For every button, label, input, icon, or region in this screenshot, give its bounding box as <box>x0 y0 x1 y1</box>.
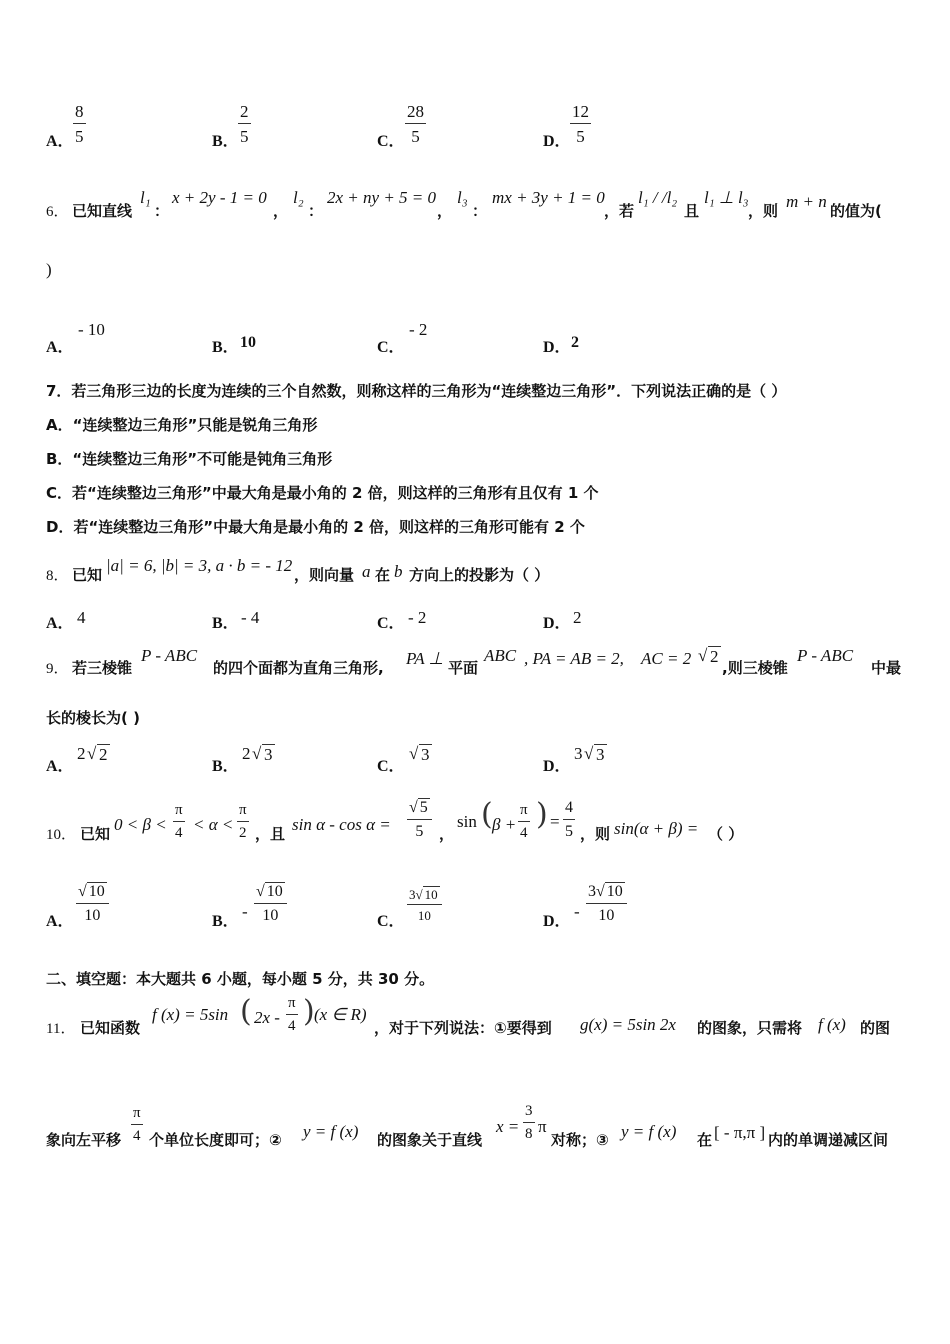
q10-option-b-sign: - <box>242 902 248 921</box>
q8-option-c-label: C． <box>377 615 405 632</box>
q9-sqrt-radicand: 2 <box>710 647 719 666</box>
q8-option-d-value: 2 <box>573 608 582 627</box>
q11-text-2: ，对于下列说法：①要得到 <box>374 1019 552 1037</box>
q7-option-a: A．“连续整边三角形”只能是锐角三角形 <box>46 416 318 434</box>
q9-condition-1: , PA = AB = 2, <box>524 649 624 668</box>
q7-option-d: D．若“连续整边三角形”中最大角是最小角的 2 倍，则这样的三角形可能有 2 个 <box>46 518 585 536</box>
q11-text-1: 已知函数 <box>80 1019 141 1037</box>
q10-option-a-fraction: $\frac{√ 10}{10}$ <box>76 884 109 924</box>
q10-option-c-coef: 3 <box>409 887 416 902</box>
q6-comma-2: ， <box>437 202 453 220</box>
q10-inequality-2: < α < <box>193 815 234 834</box>
q11-f-def: f (x) = 5sin <box>152 1005 229 1024</box>
q6-text-4: ，则 <box>748 202 779 220</box>
option-c-label: C． <box>377 133 405 150</box>
q10-beta-plus: β + <box>492 815 517 834</box>
q6-text-2: ，若 <box>604 202 635 220</box>
q11-pi-over-4-shift: $\frac{\pi}{4}$ <box>133 1105 141 1144</box>
q10-option-d-sqrt: √ <box>596 883 605 900</box>
q8-option-a-label: A． <box>46 615 74 632</box>
q8-condition: |a| = 6, |b| = 3, a · b = - 12 <box>106 556 293 575</box>
q9-option-a-coef: 2 <box>77 744 86 763</box>
q9-option-c-label: C． <box>377 758 405 775</box>
q11-text-9: 在 <box>697 1131 713 1149</box>
q11-y-fx: y = f (x) <box>303 1122 359 1141</box>
q6-text-1: 已知直线 <box>72 202 133 220</box>
q8-option-c-value: - 2 <box>408 608 427 627</box>
q9-option-d-sqrt: √ <box>584 744 594 763</box>
q9-sqrt-sign: √ <box>698 646 708 665</box>
q11-interval: [ - π,π ] <box>714 1123 766 1142</box>
q9-option-a-sqrt: √ <box>87 744 97 763</box>
q6-eq3: mx + 3y + 1 = 0 <box>492 188 605 207</box>
q10-option-d-fraction: $\frac{3√ 10}{10}$ <box>586 884 627 924</box>
q6-option-b-label: B． <box>212 339 239 356</box>
q6-option-d-label: D． <box>543 339 571 356</box>
q11-inner: 2x - <box>254 1008 280 1027</box>
q6-l1: l₁ <box>140 188 151 207</box>
q8-option-d-label: D． <box>543 615 571 632</box>
q9-number: 9． <box>46 661 69 677</box>
q10-option-b-sqrt: √ <box>256 883 265 900</box>
q10-equals: = <box>550 812 560 831</box>
q10-option-b-label: B． <box>212 913 239 930</box>
q7-stem: 7．若三角形三边的长度为连续的三个自然数，则称这样的三角形为“连续整边三角形”．下列说法正确的是（ ） <box>46 382 787 400</box>
q11-right-paren: ) <box>303 994 315 1029</box>
q10-option-c-sqrt: √ <box>415 887 423 902</box>
option-c-fraction: $\frac{28}{5}$ <box>407 102 424 146</box>
q10-pi-over-4: $\frac{\pi}{4}$ <box>175 802 183 841</box>
option-a-label: A． <box>46 133 74 150</box>
q8-text-1: 已知 <box>72 566 103 584</box>
q8-vector-b: b <box>394 562 403 581</box>
q10-option-b-fraction: $\frac{√ 10}{10}$ <box>254 884 287 924</box>
q6-text-5: 的值为( <box>830 202 882 220</box>
q8-option-b-value: - 4 <box>241 608 260 627</box>
q6-colon-3: ： <box>472 202 488 220</box>
q6-l2: l₂ <box>293 188 304 207</box>
q10-sin-label: sin <box>457 812 477 831</box>
q6-close-paren: ) <box>46 260 52 279</box>
q8-text-2: ，则向量 <box>294 566 355 584</box>
q10-text-2: ，且 <box>255 825 286 843</box>
q10-sin-minus-cos: sin α - cos α = <box>292 815 391 834</box>
q6-parallel: l₁ / /l₂ <box>638 188 678 207</box>
q7-option-c: C．若“连续整边三角形”中最大角是最小角的 2 倍，则这样的三角形有且仅有 1 个 <box>46 484 599 502</box>
q9-option-a-radicand: 2 <box>99 745 108 764</box>
q10-target: sin(α + β) = <box>614 819 699 838</box>
q10-comma: ， <box>439 825 455 843</box>
q9-text-3: 平面 <box>448 659 479 677</box>
q10-right-paren: ) <box>536 797 548 832</box>
q6-eq1: x + 2y - 1 = 0 <box>172 188 267 207</box>
q10-number: 10． <box>46 827 77 843</box>
q10-option-c-fraction: $\frac{3√ 10}{10}$ <box>407 888 442 922</box>
q6-eq2: 2x + ny + 5 = 0 <box>327 188 437 207</box>
q9-text-5: 中最 <box>871 659 902 677</box>
q8-number: 8． <box>46 568 69 584</box>
q6-option-c-value: - 2 <box>409 320 428 339</box>
q11-left-paren: ( <box>240 994 252 1029</box>
q11-g-def: g(x) = 5sin 2x <box>580 1015 676 1034</box>
q10-blank: （ ） <box>708 825 744 843</box>
q9-line-2: 长的棱长为( ) <box>46 709 140 727</box>
q9-text-4: ,则三棱锥 <box>722 659 788 677</box>
q9-option-a-label: A． <box>46 758 74 775</box>
q6-colon-2: ： <box>308 202 324 220</box>
q6-option-a-value: - 10 <box>78 320 105 339</box>
option-b-label: B． <box>212 133 239 150</box>
q10-sqrt5-sign: √ <box>409 799 418 816</box>
q10-option-d-sign: - <box>574 902 580 921</box>
q6-number: 6． <box>46 204 69 220</box>
q9-option-c-sqrt: √ <box>409 744 419 763</box>
q11-text-8: 对称；③ <box>551 1131 609 1149</box>
q11-text-10: 内的单调递减区间 <box>768 1131 889 1149</box>
q6-l3: l₃ <box>457 188 468 207</box>
q6-m-plus-n: m + n <box>786 192 827 211</box>
q6-perp: l₁ ⊥ l₃ <box>704 188 749 207</box>
option-d-fraction: $\frac{12}{5}$ <box>572 102 589 146</box>
q8-text-4: 方向上的投影为（ ） <box>409 566 550 584</box>
option-d-label: D． <box>543 133 571 150</box>
q11-x-equals: x = <box>496 1117 520 1136</box>
q11-text-3: 的图象，只需将 <box>697 1019 803 1037</box>
q11-text-4: 的图 <box>860 1019 891 1037</box>
q11-pi-factor: π <box>538 1117 547 1136</box>
q11-pi-over-4: $\frac{\pi}{4}$ <box>288 995 296 1034</box>
q11-text-5: 象向左平移 <box>46 1131 122 1149</box>
q6-option-b-value: 10 <box>240 334 256 351</box>
q10-text-3: ，则 <box>580 825 611 843</box>
q11-three-eighths: $\frac{3}{8}$ <box>525 1103 533 1142</box>
q9-pabc: P - ABC <box>141 646 198 665</box>
option-b-fraction: $\frac{2}{5}$ <box>240 102 249 146</box>
q11-text-6: 个单位长度即可；② <box>149 1131 282 1149</box>
q6-option-a-label: A． <box>46 339 74 356</box>
q9-option-c-radicand: 3 <box>421 745 430 764</box>
q8-option-b-label: B． <box>212 615 239 632</box>
q11-text-7: 的图象关于直线 <box>377 1131 483 1149</box>
q11-fx: f (x) <box>818 1015 846 1034</box>
q7-option-b: B．“连续整边三角形”不可能是钝角三角形 <box>46 450 333 468</box>
q9-option-b-label: B． <box>212 758 239 775</box>
q10-text-1: 已知 <box>80 825 111 843</box>
q10-option-c-label: C． <box>377 913 405 930</box>
q11-number: 11． <box>46 1021 76 1037</box>
q8-option-a-value: 4 <box>77 608 86 627</box>
q10-four-fifths: $\frac{4}{5}$ <box>565 799 573 840</box>
q9-abc: ABC <box>484 646 517 665</box>
q10-option-d-coef: 3 <box>588 883 596 900</box>
q11-y-fx-2: y = f (x) <box>621 1122 677 1141</box>
q6-colon-1: ： <box>154 202 170 220</box>
q10-pi-over-4-b: $\frac{\pi}{4}$ <box>520 802 528 841</box>
section-2-heading: 二、填空题：本大题共 6 小题，每小题 5 分，共 30 分。 <box>46 970 435 988</box>
q10-option-a-label: A． <box>46 913 74 930</box>
q9-text-1: 若三棱锥 <box>72 659 133 677</box>
q8-vector-a: a <box>362 562 371 581</box>
q9-pa-perp: PA ⊥ <box>406 649 444 668</box>
q8-text-3: 在 <box>375 566 391 584</box>
option-a-fraction: $\frac{8}{5}$ <box>75 102 84 146</box>
q9-option-d-label: D． <box>543 758 571 775</box>
q9-option-b-coef: 2 <box>242 744 251 763</box>
q9-option-b-sqrt: √ <box>252 744 262 763</box>
q11-domain: (x ∈ R) <box>314 1005 367 1024</box>
q10-option-a-sqrt: √ <box>78 883 87 900</box>
q10-inequality-1: 0 < β < <box>114 815 167 834</box>
q10-sqrt5-over-5: $\frac{√ 5}{5}$ <box>407 800 432 840</box>
q10-option-d-label: D． <box>543 913 571 930</box>
q9-condition-2: AC = 2 <box>641 649 692 668</box>
q6-option-d-value: 2 <box>571 334 579 351</box>
q6-text-3: 且 <box>684 202 700 220</box>
q6-option-c-label: C． <box>377 339 405 356</box>
q10-pi-over-2: $\frac{\pi}{2}$ <box>239 802 247 841</box>
q9-pabc-2: P - ABC <box>797 646 854 665</box>
q9-text-2: 的四个面都为直角三角形, <box>213 659 384 677</box>
q6-comma-1: ， <box>273 202 289 220</box>
q10-left-paren: ( <box>481 797 493 832</box>
q9-option-b-radicand: 3 <box>264 745 273 764</box>
q9-option-d-coef: 3 <box>574 744 583 763</box>
q9-option-d-radicand: 3 <box>596 745 605 764</box>
